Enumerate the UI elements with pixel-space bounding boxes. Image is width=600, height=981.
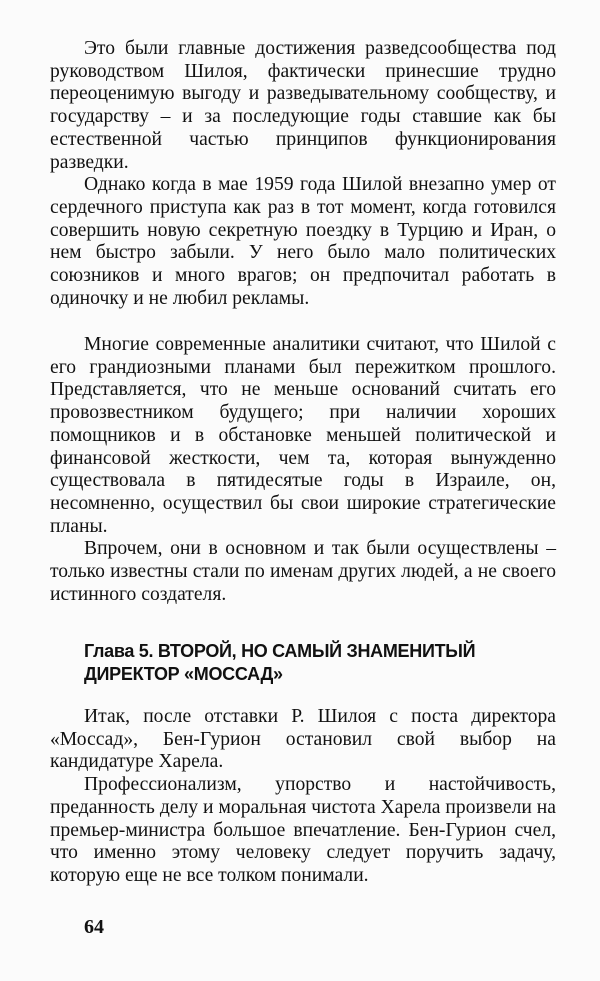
- paragraph: Профессионализм, упорство и настойчивость, преданность делу и моральная чистота Харела произвели на премьер-министра большое впечатление. Бен-Гурион счел, что именно этому человеку следует поручить задачу, которую еще не все толком понимали.: [50, 774, 556, 886]
- paragraph: Итак, после отставки Р. Шилоя с поста директора «Моссад», Бен-Гурион остановил свой выбор на кандидатуре Харела.: [50, 706, 556, 773]
- page-number: 64: [84, 916, 104, 938]
- paragraph: Это были главные достижения разведсообщества под руководством Шилоя, фактически принесшие трудно переоценимую выгоду и разведывательному сообществу, и государству – и за последующие годы ставшие как бы естественной частью принципов функционирования разведки.: [50, 38, 556, 173]
- paragraph: Впрочем, они в основном и так были осуществлены – только известны стали по именам других людей, а не своего истинного создателя.: [50, 538, 556, 605]
- chapter-heading-line: ДИРЕКТОР «МОССАД»: [84, 664, 283, 684]
- paragraph: Многие современные аналитики считают, что Шилой с его грандиозными планами был пережитком прошлого. Представляется, что не меньше оснований считать его провозвестником будущего; при наличии хороших помощников и в обстановке меньшей политической и финансовой жесткости, чем та, которая вынужденно существовала в пятидесятые годы в Израиле, он, несомненно, осуществил бы свои широкие стратегические планы.: [50, 334, 556, 537]
- text-section-shiloah-achievements: [50, 38, 556, 310]
- chapter-heading: [84, 640, 544, 686]
- text-section-harel-appointment: [50, 706, 556, 888]
- text-section-analysts-view: [50, 334, 556, 606]
- paragraph: Однако когда в мае 1959 года Шилой внезапно умер от сердечного приступа как раз в тот момент, когда готовился совершить новую секретную поездку в Турцию и Иран, о нем быстро забыли. У него было мало политических союзников и много врагов; он предпочитал работать в одиночку и не любил рекламы.: [50, 174, 556, 309]
- chapter-heading-line: Глава 5. ВТОРОЙ, НО САМЫЙ ЗНАМЕНИТЫЙ: [84, 641, 476, 661]
